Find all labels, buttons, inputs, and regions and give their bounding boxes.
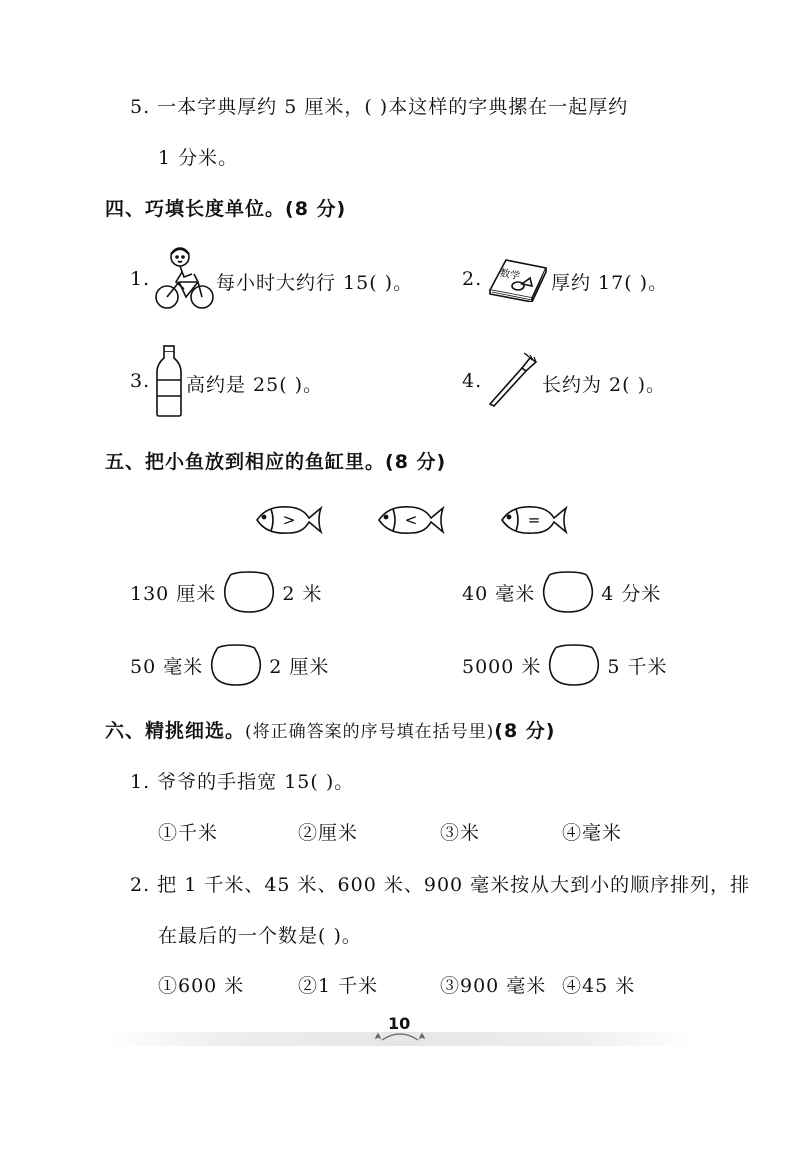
q1-option-4[interactable]: ④毫米 <box>562 822 623 844</box>
section-6-note: (将正确答案的序号填在括号里) <box>245 722 495 742</box>
q2-option-1[interactable]: ①600 米 <box>158 975 245 997</box>
section-6-points: (8 分) <box>494 720 556 742</box>
question-5-line1: 5. 一本字典厚约 5 厘米，( )本这样的字典摞在一起厚约 <box>130 96 629 118</box>
fishbowl-comparison-3 <box>130 643 329 687</box>
fish-equals[interactable] <box>500 502 570 538</box>
section-4-item-4-text: 长约为 2( )。 <box>542 374 666 396</box>
section-4-item-3-number: 3. <box>130 370 151 392</box>
question-5-line2: 1 分米。 <box>158 147 239 169</box>
fishbowl-icon[interactable] <box>220 570 278 614</box>
q2-option-3[interactable]: ③900 毫米 <box>440 975 547 997</box>
section-4-item-3-text: 高约是 25( )。 <box>186 374 324 396</box>
fish-less-than[interactable] <box>377 502 447 538</box>
page-number: 10 <box>388 1014 411 1033</box>
fishbowl-icon[interactable] <box>539 570 597 614</box>
fishbowl-comparison-1 <box>130 570 322 614</box>
book-cover-label: 数学 <box>498 267 521 283</box>
section-4-heading <box>105 194 346 221</box>
q1-option-1[interactable]: ①千米 <box>158 822 219 844</box>
toothbrush-icon <box>486 350 542 408</box>
fishbowl-icon[interactable] <box>207 643 265 687</box>
bicycle-rider-icon <box>154 244 216 312</box>
section-4-points: (8 分) <box>285 198 347 220</box>
math-book-icon <box>486 254 550 302</box>
fish-sign-eq: = <box>527 511 541 529</box>
q1-option-3[interactable]: ③米 <box>440 822 481 844</box>
bottle-icon <box>154 344 184 418</box>
q2-option-2[interactable]: ②1 千米 <box>298 975 379 997</box>
fishbowl-comparison-4 <box>462 643 668 687</box>
q2-option-4[interactable]: ④45 米 <box>562 975 636 997</box>
q1-option-2[interactable]: ②厘米 <box>298 822 359 844</box>
bowl-right-value: 4 分米 <box>601 582 662 605</box>
bowl-right-value: 2 厘米 <box>269 655 330 678</box>
section-5-points: (8 分) <box>385 451 447 473</box>
section-4-item-1-number: 1. <box>130 268 151 290</box>
bowl-left-value: 130 厘米 <box>130 582 217 605</box>
fishbowl-icon[interactable] <box>545 643 603 687</box>
bowl-left-value: 5000 米 <box>462 655 542 678</box>
section-5-heading <box>105 447 446 474</box>
fish-greater-than[interactable] <box>255 502 325 538</box>
fishbowl-comparison-2 <box>462 570 661 614</box>
bowl-left-value: 50 毫米 <box>130 655 204 678</box>
section-6-heading <box>105 716 555 743</box>
section-6-q2-line1: 2. 把 1 千米、45 米、600 米、900 毫米按从大到小的顺序排列，排 <box>130 874 751 896</box>
section-6-title: 六、精挑细选。 <box>105 720 246 742</box>
section-5-title: 五、把小鱼放到相应的鱼缸里。 <box>105 451 386 473</box>
section-4-item-4-number: 4. <box>462 370 483 392</box>
section-6-q1-text: 1. 爷爷的手指宽 15( )。 <box>130 771 355 793</box>
fish-sign-gt: > <box>282 511 296 529</box>
section-4-item-2-number: 2. <box>462 268 483 290</box>
fish-sign-lt: < <box>404 511 418 529</box>
section-4-item-2-text: 厚约 17( )。 <box>551 272 669 294</box>
section-6-q2-line2: 在最后的一个数是( )。 <box>158 925 362 947</box>
section-4-title: 四、巧填长度单位。 <box>105 198 286 220</box>
section-4-item-1-text: 每小时大约行 15( )。 <box>216 272 414 294</box>
bowl-left-value: 40 毫米 <box>462 582 536 605</box>
bowl-right-value: 2 米 <box>282 582 323 605</box>
bowl-right-value: 5 千米 <box>607 655 668 678</box>
